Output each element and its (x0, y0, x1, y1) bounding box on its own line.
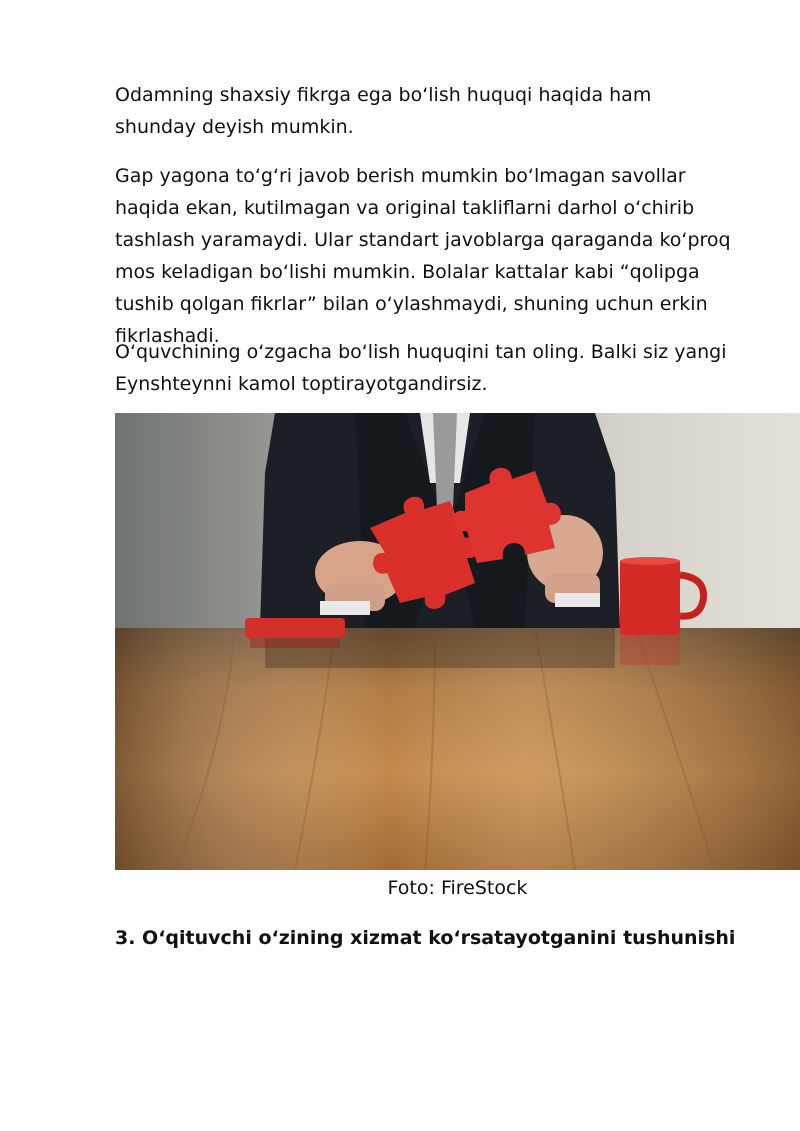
paragraph-3: O‘quvchining o‘zgacha bo‘lish huquqini tan oling. Balki siz yangi Eynshteynni kamol toptirayotgandirsiz. (115, 341, 727, 395)
paragraph-2: Gap yagona to‘g‘ri javob berish mumkin bo‘lmagan savollar haqida ekan, kutilmagan va original takliflarni darhol o‘chirib tashlash yaramaydi. Ular standart javoblarga qaraganda ko‘proq mos keladigan bo‘lishi mumkin. Bolalar kattalar kabi “qolipga tushib qolgan fikrlar” bilan o‘ylashmaydi, shuning uchun erkin fikrlashadi. (115, 165, 731, 347)
photo-caption: Foto: FireStock (387, 877, 528, 899)
section-heading: 3. O‘qituvchi o‘zining xizmat ko‘rsatayotganini tushunishi (115, 927, 736, 949)
paragraph-1: Odamning shaxsiy fikrga ega bo‘lish huquqi haqida ham shunday deyish mumkin. (115, 84, 652, 138)
businessman-puzzle-photo (115, 413, 800, 870)
